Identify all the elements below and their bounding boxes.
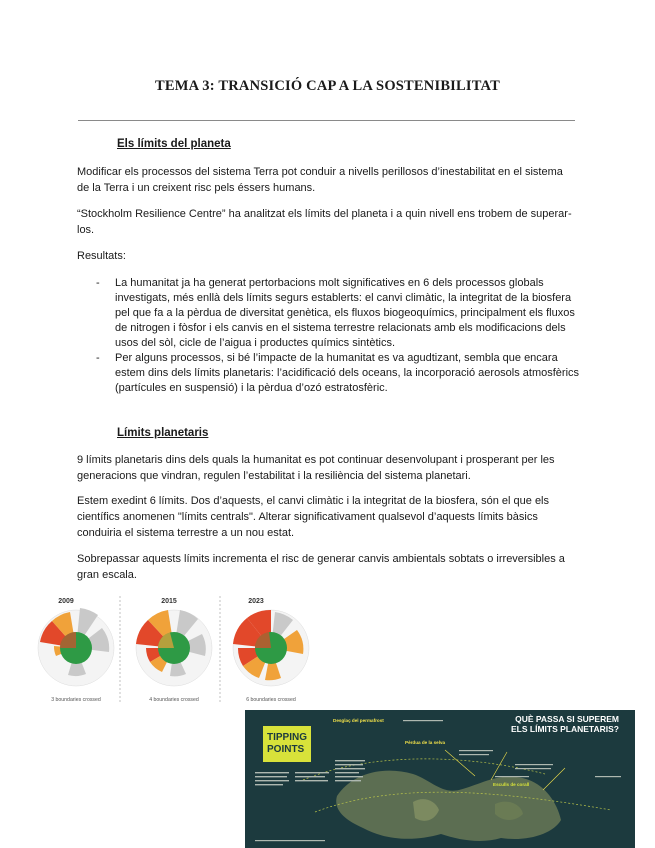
infographic-label: Desglaç del permafrost bbox=[333, 718, 384, 723]
infographic-label: Pèrdua de la selva bbox=[405, 740, 446, 745]
chart-caption: 3 boundaries crossed bbox=[51, 697, 101, 703]
boundaries-evolution-figure bbox=[24, 590, 324, 708]
results-label: Resultats: bbox=[77, 250, 126, 262]
radial-chart-2023 bbox=[233, 610, 309, 686]
title-divider bbox=[78, 120, 575, 121]
chart-caption: 6 boundaries crossed bbox=[246, 697, 296, 703]
paragraph-nine-limits: 9 límits planetaris dins dels quals la humanitat es pot continuar desenvolupant i prosperant per les generacions que vindran, regulen l’estabilitat i la resiliència del sistema planetari. bbox=[77, 454, 555, 482]
year-label: 2015 bbox=[161, 598, 177, 605]
infographic-label: Esculls de corall bbox=[493, 782, 530, 787]
paragraph-stockholm: “Stockholm Resilience Centre” ha analitzat els límits del planeta i a quin nivell ens trobem de superar-los. bbox=[77, 208, 572, 236]
year-label: 2023 bbox=[248, 598, 264, 605]
radial-chart-2015 bbox=[136, 610, 212, 686]
page-title: TEMA 3: TRANSICIÓ CAP A LA SOSTENIBILITAT bbox=[154, 78, 501, 94]
section-heading-limits-planet: Els límits del planeta bbox=[117, 138, 231, 150]
radial-chart-2009 bbox=[38, 608, 114, 686]
paragraph-intro: Modificar els processos del sistema Terra pot conduir a nivells perillosos d’inestabilitat en el sistema de la Terra i un creixent risc pels éssers humans. bbox=[77, 166, 563, 194]
paragraph-risk: Sobrepassar aquests límits incrementa el risc de generar canvis ambientals sobtats o irreversibles a gran escala. bbox=[77, 553, 565, 581]
logo-text: POINTS bbox=[267, 744, 305, 755]
infographic-title: QUÈ PASSA SI SUPEREM ELS LÍMITS PLANETARIS? bbox=[511, 714, 619, 734]
tipping-points-infographic bbox=[245, 710, 635, 848]
tipping-points-logo bbox=[263, 726, 311, 762]
section-heading-planetary-boundaries: Límits planetaris bbox=[117, 427, 209, 439]
logo-text: TIPPING bbox=[267, 732, 308, 743]
year-label: 2009 bbox=[58, 598, 74, 605]
list-item: - Per alguns processos, si bé l’impacte de la humanitat es va agudtizant, sembla que encara estem dins dels límits planetaris: l’acidificació dels oceans, la incorporació aerosols atmosfèrics (partícules en suspensió) i la pèrdua d’ozó estratosfèric. bbox=[93, 351, 580, 396]
paragraph-exceeding: Estem exedint 6 límits. Dos d’aquests, el canvi climàtic i la integritat de la biosfera, són el que els científics anomenen "límits centrals". Alterar significativament qualsevol d’aquests límits bàsics conduiria el sistema terrestre a un nou estat. bbox=[77, 495, 550, 539]
boundaries-chart-svg bbox=[24, 590, 324, 708]
chart-caption: 4 boundaries crossed bbox=[149, 697, 199, 703]
list-item: - La humanitat ja ha generat pertorbacions molt significatives en 6 dels processos globals investigats, més enllà dels límits segurs establerts: el canvi climàtic, la integritat de la biosfera pel que fa a la pèrdua de diversitat genètica, els fluxos biogeoquímics, principalment els fluxos de nitrogen i fòsfor i els canvis en el sistema terrestre relacionats amb els modificacions dels usos del sòl, cicle de l’aigua i productes químics sintètics. bbox=[93, 276, 580, 351]
results-list bbox=[93, 276, 580, 396]
